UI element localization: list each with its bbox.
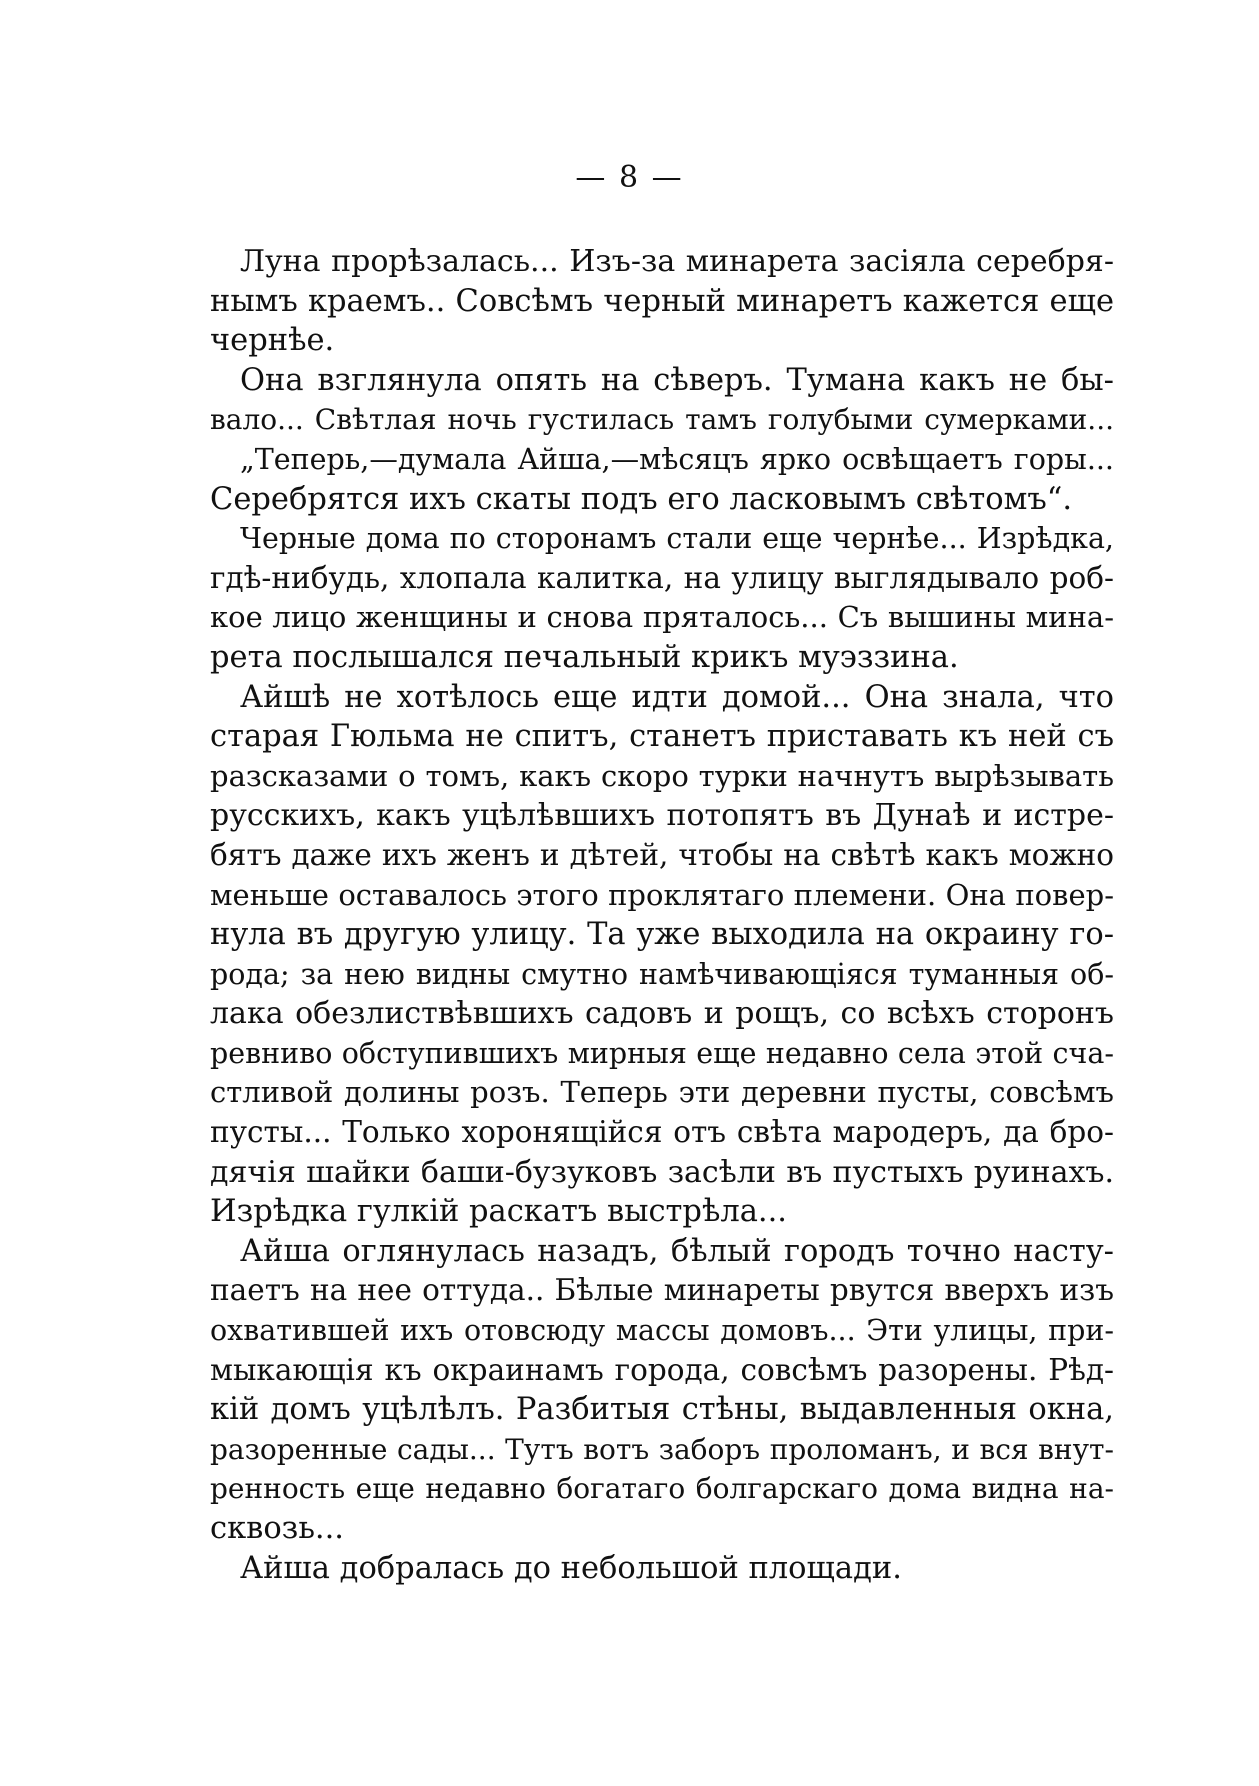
text-line: кое лицо женщины и снова пряталось... Съ вышины мина- <box>210 600 1114 635</box>
text-line: Айшѣ не хотѣлось еще идти домой... Она знала, что <box>240 679 1114 715</box>
text-line: охватившей ихъ отовсюду массы домовъ... Эти улицы, при- <box>210 1314 1114 1348</box>
text-line: нула въ другую улицу. Та уже выходила на окраину го- <box>210 917 1114 953</box>
text-line: чернѣе. <box>210 323 335 359</box>
text-line: разоренные сады... Тутъ вотъ заборъ проломанъ, и вся внут- <box>210 1432 1114 1466</box>
text-line: паетъ на нее оттуда.. Бѣлые минареты рвутся вверхъ изъ <box>210 1273 1114 1308</box>
text-line: Изрѣдка гулкій раскатъ выстрѣла... <box>210 1194 787 1230</box>
text-line: меньше оставалось этого проклятаго племени. Она повер- <box>210 877 1114 912</box>
text-line: Луна прорѣзалась... Изъ-за минарета засіяла серебря- <box>240 244 1114 279</box>
text-line: нымъ краемъ.. Совсѣмъ черный минаретъ кажется еще <box>210 283 1114 319</box>
text-line: русскихъ, какъ уцѣлѣвшихъ потопятъ въ Дунаѣ и истре- <box>210 798 1114 834</box>
text-line: пусты... Только хоронящійся отъ свѣта мародеръ, да бро- <box>210 1115 1114 1150</box>
text-line: Айша добралась до небольшой площади. <box>240 1550 902 1586</box>
text-line: старая Гюльма не спитъ, станетъ приставать къ ней съ <box>210 719 1114 755</box>
text-line: рода; за нею видны смутно намѣчивающіяся туманныя об- <box>210 957 1114 991</box>
text-line: разсказами о томъ, какъ скоро турки начнутъ вырѣзывать <box>210 758 1114 793</box>
text-line: Серебрятся ихъ скаты подъ его ласковымъ свѣтомъ“. <box>210 481 1073 517</box>
text-line: „Теперь,—думала Айша,—мѣсяцъ ярко освѣщаетъ горы... <box>240 442 1114 476</box>
page-number: — 8 — <box>575 160 684 195</box>
text-line: мыкающія къ окраинамъ города, совсѣмъ разорены. Рѣд- <box>210 1352 1114 1387</box>
text-line: Айша оглянулась назадъ, бѣлый городъ точно насту- <box>240 1233 1114 1269</box>
text-line: стливой долины розъ. Теперь эти деревни пусты, совсѣмъ <box>210 1075 1114 1110</box>
text-line: бятъ даже ихъ женъ и дѣтей, чтобы на свѣтѣ какъ можно <box>210 837 1114 872</box>
text-line: рета послышался печальный крикъ муэззина. <box>210 639 959 675</box>
text-line: Она взглянула опять на сѣверъ. Тумана какъ не бы- <box>240 362 1114 398</box>
text-line: сквозь... <box>210 1511 345 1546</box>
text-line: дячія шайки баши-бузуковъ засѣли въ пустыхъ руинахъ. <box>210 1154 1114 1190</box>
text-line: Черные дома по сторонамъ стали еще чернѣе... Изрѣдка, <box>240 522 1114 556</box>
text-line: лака обезлиствѣвшихъ садовъ и рощъ, со всѣхъ сторонъ <box>210 996 1114 1032</box>
body-text <box>210 242 1114 1588</box>
text-line: ренность еще недавно богатаго болгарскаго дома видна на- <box>210 1472 1114 1506</box>
text-line: вало... Свѣтлая ночь густилась тамъ голубыми сумерками... <box>210 403 1114 437</box>
text-line: ревниво обступившихъ мирныя еще недавно села этой сча- <box>210 1036 1114 1070</box>
text-line: гдѣ-нибудь, хлопала калитка, на улицу выглядывало роб- <box>210 560 1114 595</box>
text-line: кій домъ уцѣлѣлъ. Разбитыя стѣны, выдавленныя окна, <box>210 1392 1114 1428</box>
